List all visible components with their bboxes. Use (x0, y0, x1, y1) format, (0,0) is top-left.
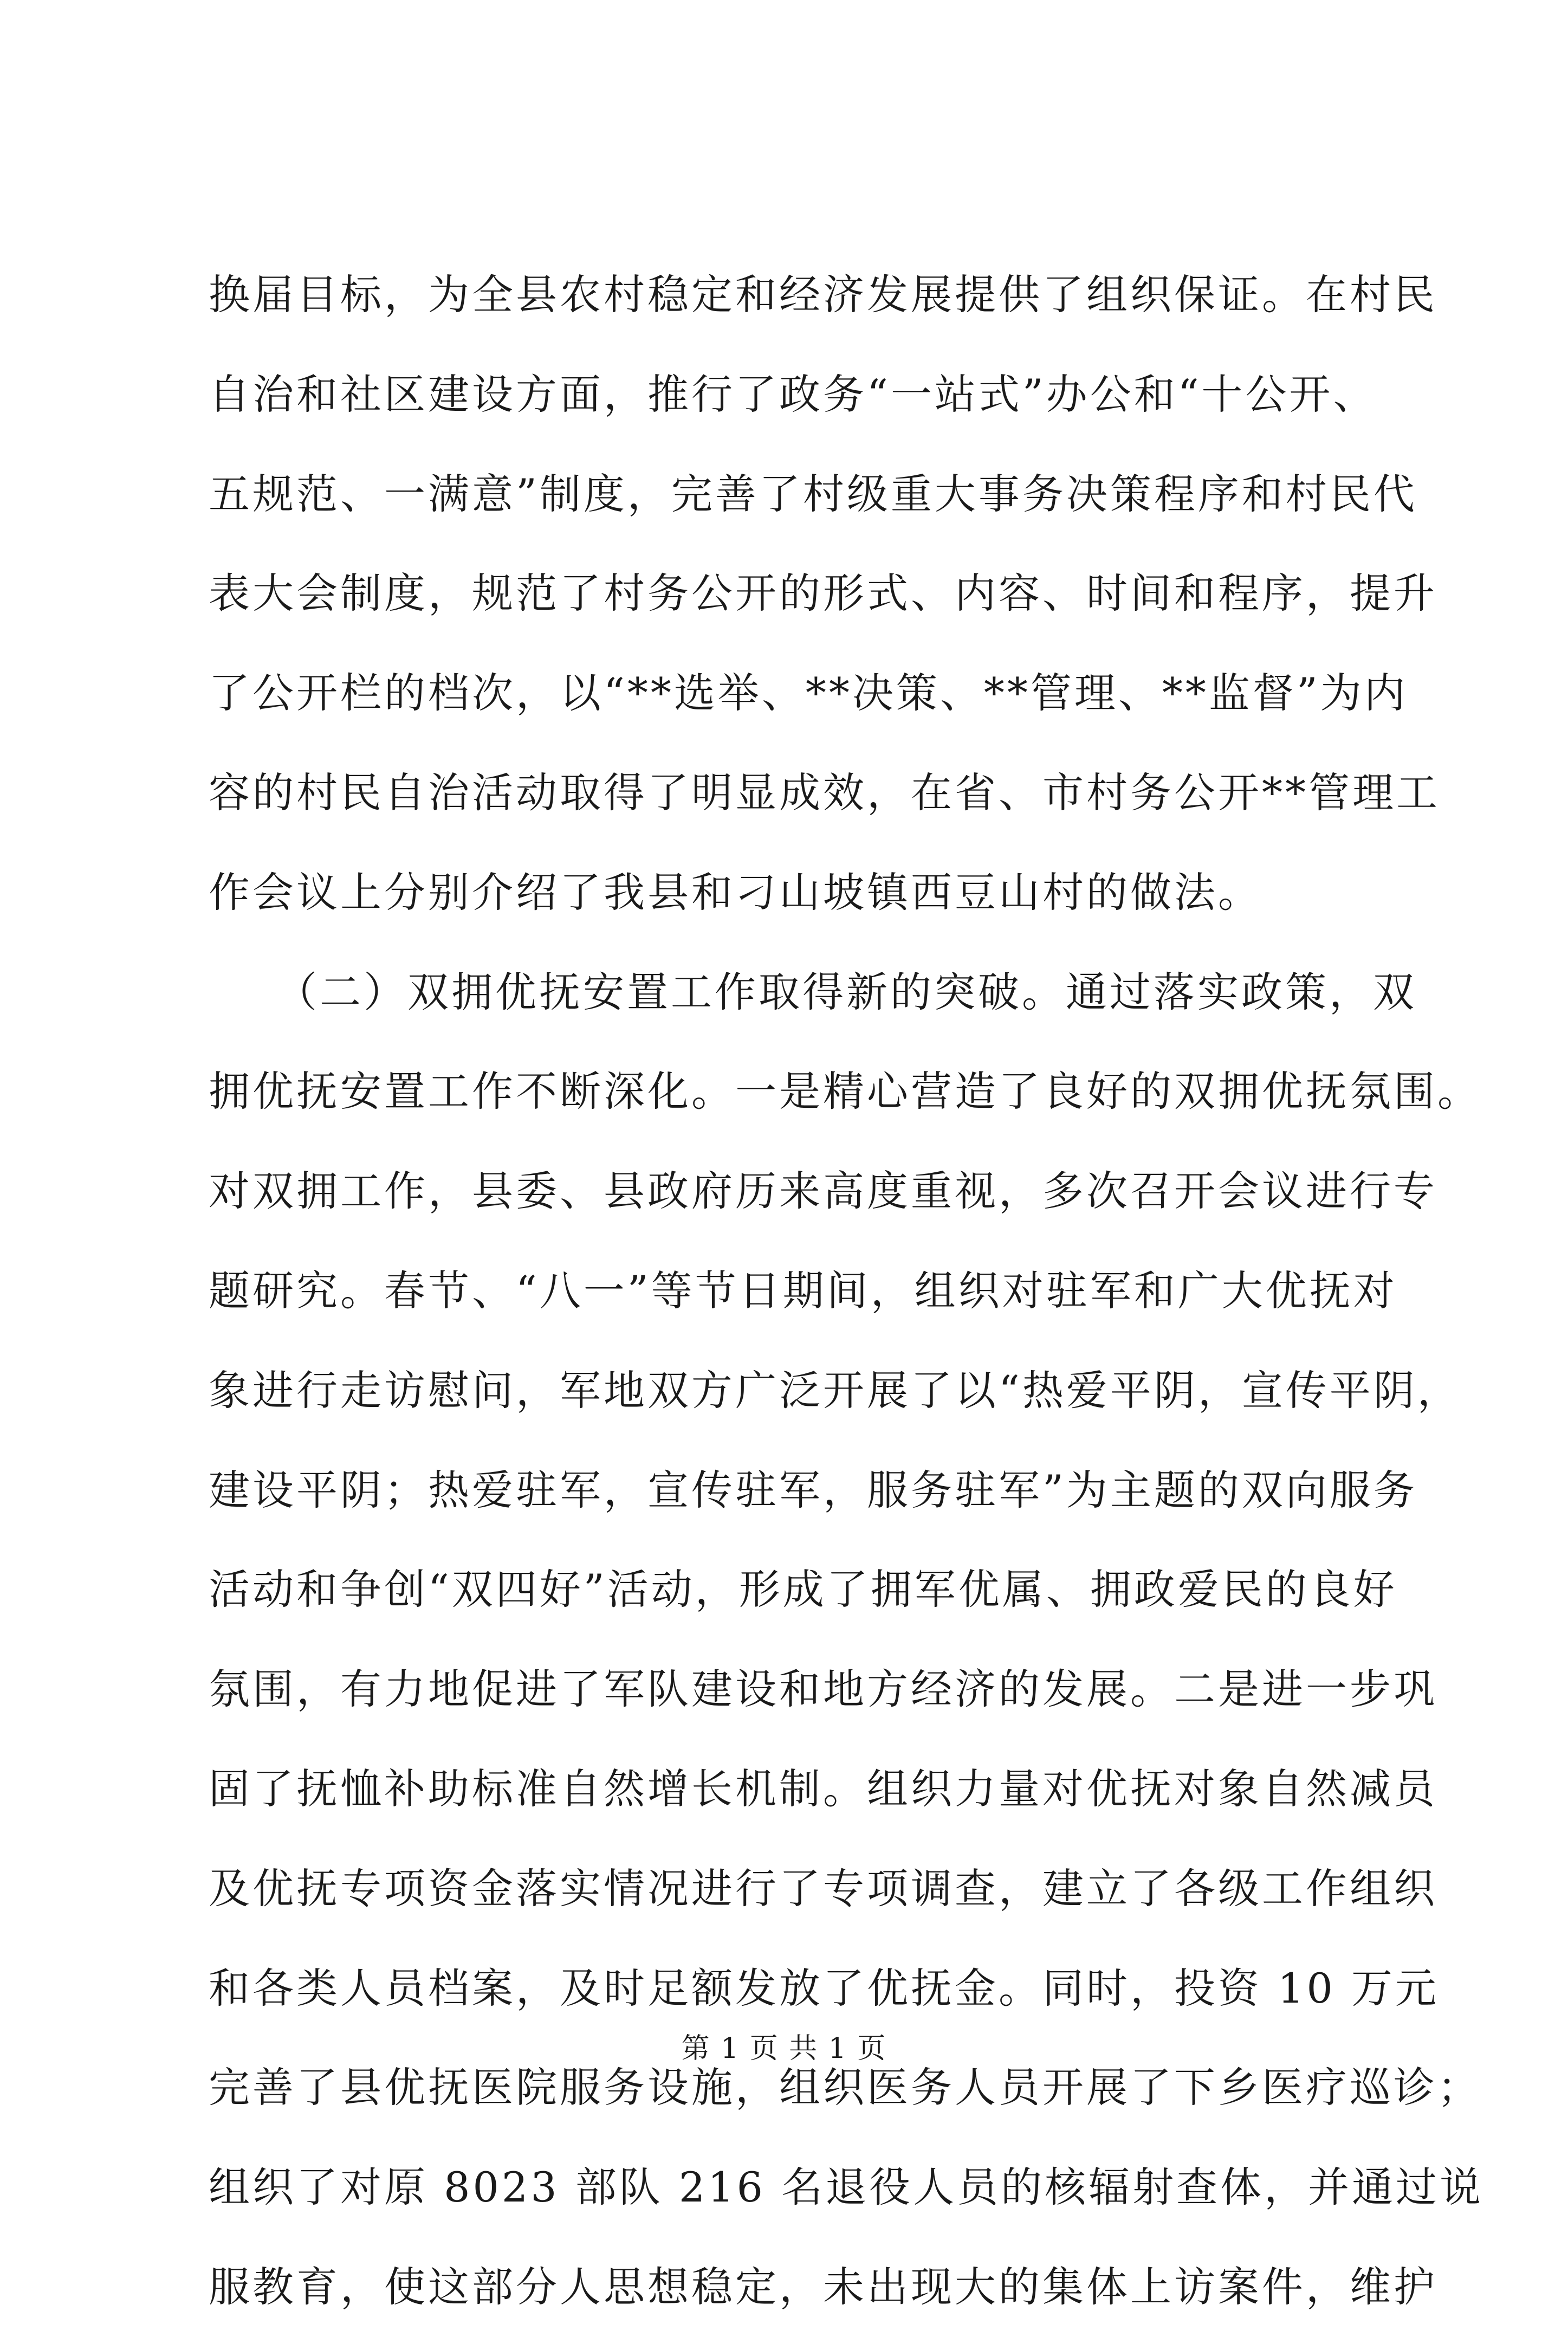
text-line: 活动和争创“双四好”活动，形成了拥军优属、拥政爱民的良好 (209, 1565, 1397, 1614)
text-line: 自治和社区建设方面，推行了政务“一站式”办公和“十公开、 (209, 370, 1377, 418)
page-footer: 第 1 页 共 1 页 (681, 2032, 887, 2065)
text-line: 服教育，使这部分人思想稳定，未出现大的集体上访案件，维护 (209, 2262, 1437, 2311)
text-line: 及优抚专项资金落实情况进行了专项调查，建立了各级工作组织 (209, 1864, 1437, 1913)
body-text (209, 245, 1484, 2337)
text-line: 拥优抚安置工作不断深化。一是精心营造了良好的双拥优抚氛围。 (209, 1067, 1481, 1116)
text-line: 组织了对原 8023 部队 216 名退役人员的核辐射查体，并通过说 (209, 2163, 1484, 2212)
text-line: 了公开栏的档次，以“**选举、**决策、**管理、**监督”为内 (209, 669, 1408, 718)
text-line: 建设平阴；热爱驻军，宣传驻军，服务驻军”为主题的双向服务 (209, 1466, 1417, 1514)
text-line: （二）双拥优抚安置工作取得新的突破。通过落实政策，双 (209, 967, 1417, 1016)
text-line: 换届目标，为全县农村稳定和经济发展提供了组织保证。在村民 (209, 270, 1437, 319)
text-line: 固了抚恤补助标准自然增长机制。组织力量对优抚对象自然减员 (209, 1764, 1437, 1813)
text-line: 容的村民自治活动取得了明显成效，在省、市村务公开**管理工 (209, 768, 1440, 817)
text-line: 完善了县优抚医院服务设施，组织医务人员开展了下乡医疗巡诊； (209, 2063, 1481, 2112)
text-line: 五规范、一满意”制度，完善了村级重大事务决策程序和村民代 (209, 469, 1417, 518)
text-line: 对双拥工作，县委、县政府历来高度重视，多次召开会议进行专 (209, 1167, 1437, 1216)
text-line: 作会议上分别介绍了我县和刁山坡镇西豆山村的做法。 (209, 868, 1262, 916)
text-line: 象进行走访慰问，军地双方广泛开展了以“热爱平阴，宣传平阴， (209, 1366, 1461, 1415)
text-line: 和各类人员档案，及时足额发放了优抚金。同时，投资 10 万元 (209, 1964, 1440, 2012)
text-line: 题研究。春节、“八一”等节日期间，组织对驻军和广大优抚对 (209, 1266, 1397, 1315)
text-line: 氛围，有力地促进了军队建设和地方经济的发展。二是进一步巩 (209, 1665, 1437, 1714)
text-line: 表大会制度，规范了村务公开的形式、内容、时间和程序，提升 (209, 569, 1437, 618)
